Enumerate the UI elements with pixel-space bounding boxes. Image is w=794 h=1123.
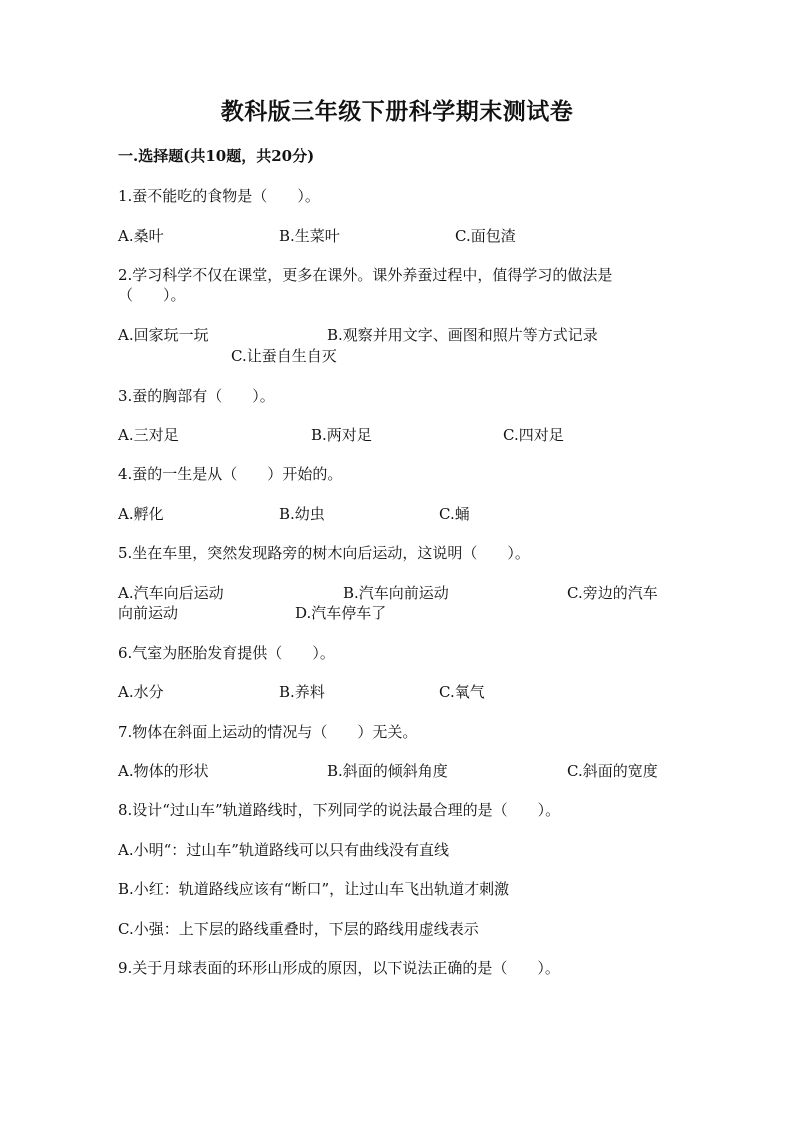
question-2-option-b: B.观察并用文字、画图和照片等方式记录 bbox=[327, 326, 598, 344]
question-2-option-c: C.让蚕自生自灭 bbox=[231, 347, 337, 365]
question-7-stem: 7.物体在斜面上运动的情况与（ ）无关。 bbox=[118, 723, 418, 741]
question-7-option-b: B.斜面的倾斜角度 bbox=[327, 762, 448, 780]
question-6-stem: 6.气室为胚胎发育提供（ ）。 bbox=[118, 644, 335, 662]
question-3-stem: 3.蚕的胸部有（ ）。 bbox=[118, 387, 275, 405]
question-8-option-c: C.小强：上下层的路线重叠时，下层的路线用虚线表示 bbox=[118, 920, 479, 938]
section-heading: 一.选择题(共10题，共20分) bbox=[118, 147, 315, 165]
question-5-option-d: D.汽车停车了 bbox=[295, 604, 387, 622]
question-2-stem-line-2: （ ）。 bbox=[118, 286, 186, 304]
question-4-option-c: C.蛹 bbox=[439, 505, 470, 523]
question-6-option-b: B.养料 bbox=[279, 683, 325, 701]
question-7-option-c: C.斜面的宽度 bbox=[567, 762, 658, 780]
question-4-stem: 4.蚕的一生是从（ ）开始的。 bbox=[118, 465, 343, 483]
question-3-option-c: C.四对足 bbox=[503, 426, 564, 444]
question-6-option-c: C.氧气 bbox=[439, 683, 485, 701]
question-9-stem: 9.关于月球表面的环形山形成的原因，以下说法正确的是（ ）。 bbox=[118, 959, 560, 977]
question-8-option-b: B.小红：轨道路线应该有“断口”，让过山车飞出轨道才刺激 bbox=[118, 880, 510, 898]
question-1-option-a: A.桑叶 bbox=[118, 227, 164, 245]
question-2-option-a: A.回家玩一玩 bbox=[118, 326, 209, 344]
question-2-stem-line-1: 2.学习科学不仅在课堂，更多在课外。课外养蚕过程中，值得学习的做法是 bbox=[118, 266, 613, 284]
question-7-option-a: A.物体的形状 bbox=[118, 762, 209, 780]
question-5-stem: 5.坐在车里，突然发现路旁的树木向后运动，这说明（ ）。 bbox=[118, 544, 530, 562]
question-4-option-b: B.幼虫 bbox=[279, 505, 325, 523]
question-5-option-b: B.汽车向前运动 bbox=[343, 584, 449, 602]
question-5-option-c-line-2: 向前运动 bbox=[118, 604, 179, 622]
question-3-option-b: B.两对足 bbox=[311, 426, 372, 444]
page-title: 教科版三年级下册科学期末测试卷 bbox=[220, 98, 574, 125]
question-1-stem: 1.蚕不能吃的食物是（ ）。 bbox=[118, 187, 320, 205]
question-4-option-a: A.孵化 bbox=[118, 505, 164, 523]
question-5-option-c-line-1: C.旁边的汽车 bbox=[567, 584, 658, 602]
question-8-stem: 8.设计“过山车”轨道路线时，下列同学的说法最合理的是（ ）。 bbox=[118, 801, 561, 819]
question-8-option-a: A.小明“：过山车”轨道路线可以只有曲线没有直线 bbox=[118, 841, 449, 859]
question-1-option-b: B.生菜叶 bbox=[279, 227, 340, 245]
question-5-option-a: A.汽车向后运动 bbox=[118, 584, 224, 602]
question-6-option-a: A.水分 bbox=[118, 683, 164, 701]
question-3-option-a: A.三对足 bbox=[118, 426, 179, 444]
question-1-option-c: C.面包渣 bbox=[455, 227, 516, 245]
